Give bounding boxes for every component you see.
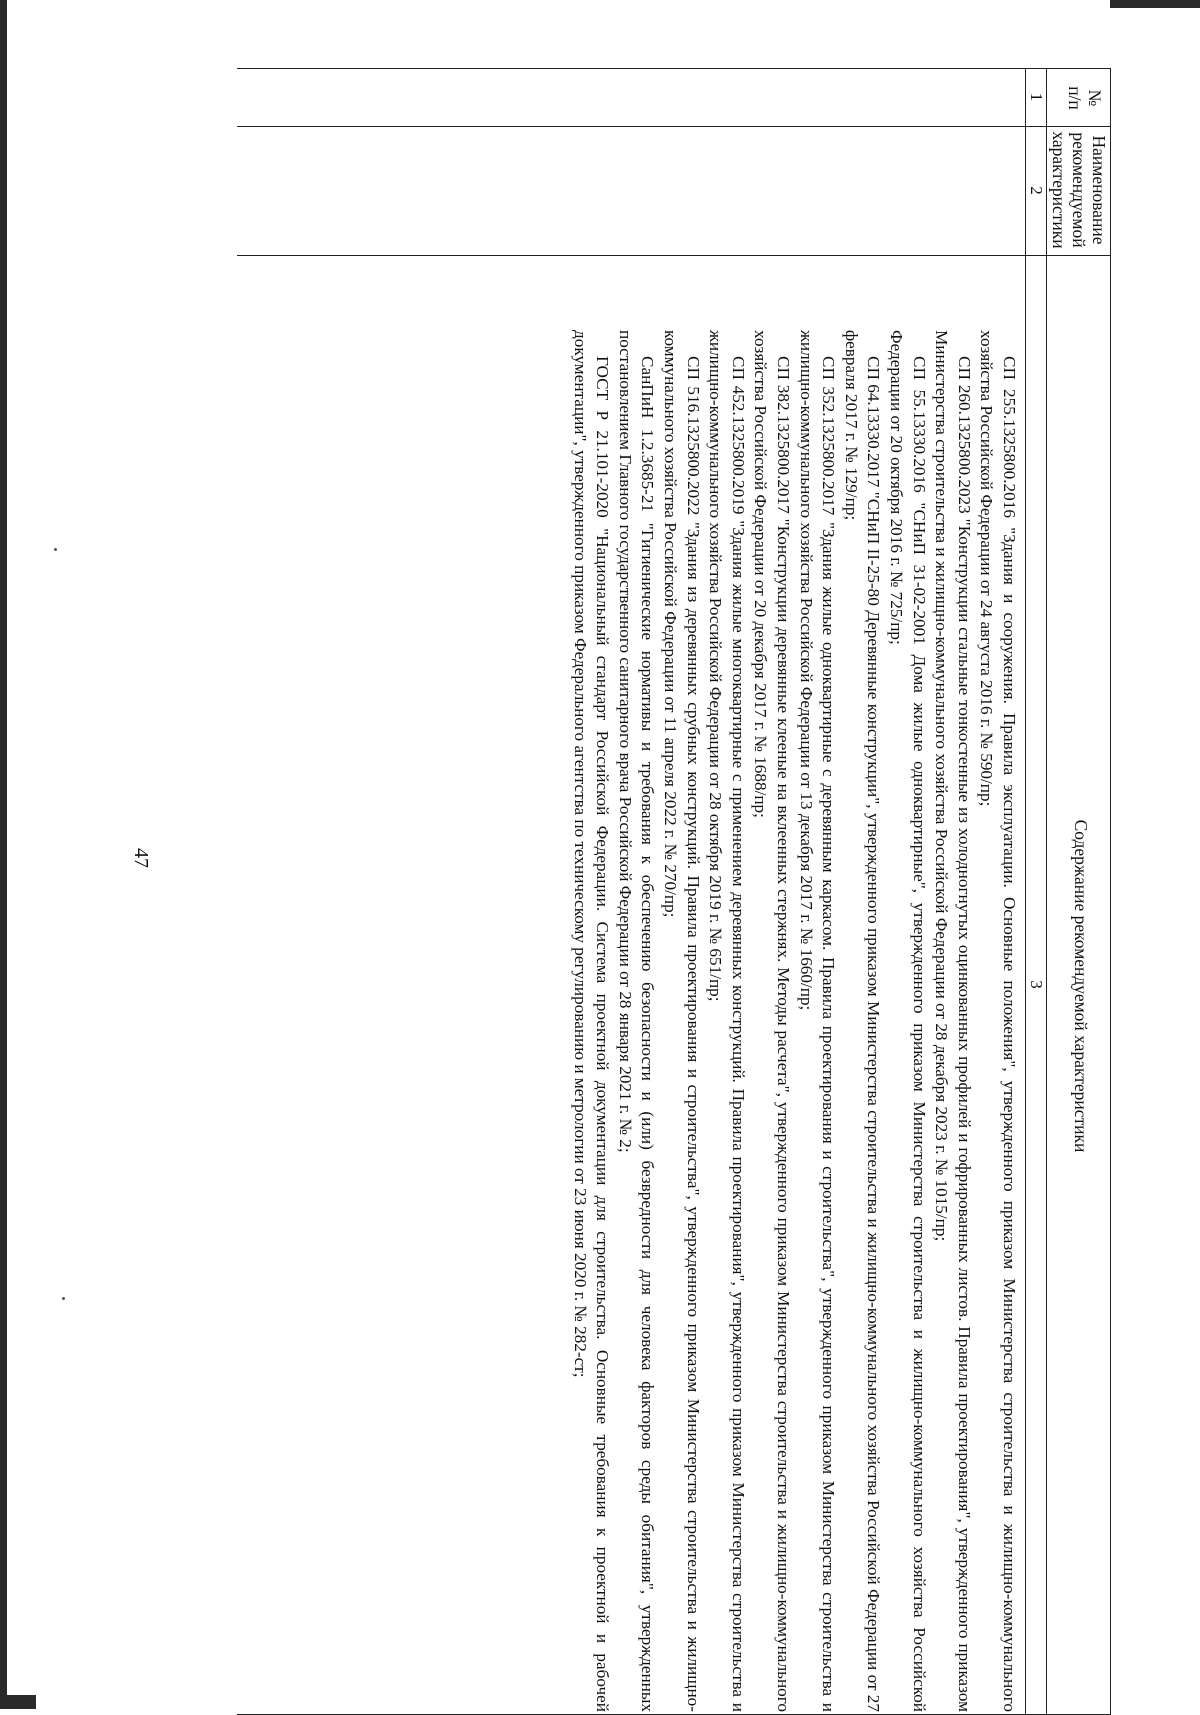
standard-paragraph: СП 516.1325800.2022 "Здания из деревянных срубных конструкций. Правила проектирования и строительства", утвержденного приказом Министерства строительства и жилищно-коммунального хозяйства Российской Федерации от 11 апреля 2022 г. № 270/пр;: [661, 330, 703, 1712]
table-column-divider: [237, 126, 1111, 127]
content-cell: [568, 330, 1020, 1712]
header-number: № п/п: [1065, 86, 1105, 110]
header-content: Содержание рекомендуемой характеристики: [1071, 819, 1091, 1153]
standard-paragraph: СП 260.1325800.2023 "Конструкции стальные тонкостенные из холодногнутых оцинкованных профилей и гофрированных листов. Правила проектирования", утвержденного приказом Министерства строительства и жилищно-коммунального хозяйства Российской Федерации от 28 декабря 2023 г. № 1015/пр;: [932, 330, 974, 1712]
table-header-divider: [1046, 68, 1047, 1715]
table-top-border: [1110, 68, 1111, 1715]
header-name: Наименование рекомендуемой характеристики: [1049, 131, 1109, 249]
table-number-row-divider: [1025, 68, 1026, 1715]
column-number-2: 2: [1027, 186, 1046, 195]
column-number-1: 1: [1027, 92, 1046, 102]
page-number: 47: [130, 848, 152, 868]
standard-paragraph: СП 452.1325800.2019 "Здания жилые многоквартирные с применением деревянных конструкций. Правила проектирования", утвержденного приказом Министерства строительства и жилищно-коммунального хозяйства Российской Федерации от 28 октября 2019 г. № 651/пр;: [706, 330, 748, 1712]
requirements-table: [237, 68, 1111, 1715]
standard-paragraph: СП 352.1325800.2017 "Здания жилые одноквартирные с деревянным каркасом. Правила проектирования и строительства", утвержденного приказом Министерства строительства и жилищно-коммунального хозяйства Российской Федерации от 13 декабря 2017 г. № 1660/пр;: [796, 330, 839, 1712]
standard-paragraph: СанПиН 1.2.3685-21 "Гигиенические нормативы и требования к обеспечению безопасности и (или) безвредности для человека факторов среды обитания", утвержденных постановлением Главного государственного санитарного врача Российской Федерации от 28 января 2021 г. № 2;: [615, 330, 658, 1712]
standard-paragraph: СП 382.1325800.2017 "Конструкции деревянные клееные на вклеенных стержнях. Методы расчета", утвержденного приказом Министерства строительства и жилищно-коммунального хозяйства Российской Федерации от 20 декабря 2017 г. № 1688/пр;: [751, 330, 794, 1712]
table-left-border: [237, 68, 1111, 69]
column-number-3: 3: [1027, 980, 1046, 989]
standard-paragraph: СП 55.13330.2016 "СНиП 31-02-2001 Дома жилые одноквартирные", утвержденного приказом Министерства строительства и жилищно-коммунального хозяйства Российской Федерации от 20 октября 2016 г. № 725/пр;: [887, 330, 929, 1712]
standard-paragraph: СП 255.1325800.2016 "Здания и сооружения. Правила эксплуатации. Основные положения", утвержденного приказом Министерства строительства и жилищно-коммунального хозяйства Российской Федерации от 24 августа 2016 г. № 590/пр;: [977, 330, 1019, 1712]
table-column-divider: [237, 255, 1111, 256]
standard-paragraph: ГОСТ Р 21.101-2020 "Национальный стандарт Российской Федерации. Система проектной документации для строительства. Основные требования к проектной и рабочей документации", утвержденного приказом Федерального агентства по техническому регулированию и метрологии от 23 июня 2020 г. № 282-ст;: [570, 330, 613, 1712]
standard-paragraph: СП 64.13330.2017 "СНиП II-25-80 Деревянные конструкции", утвержденного приказом Министерства строительства и жилищно-коммунального хозяйства Российской Федерации от 27 февраля 2017 г. № 129/пр;: [841, 330, 884, 1712]
